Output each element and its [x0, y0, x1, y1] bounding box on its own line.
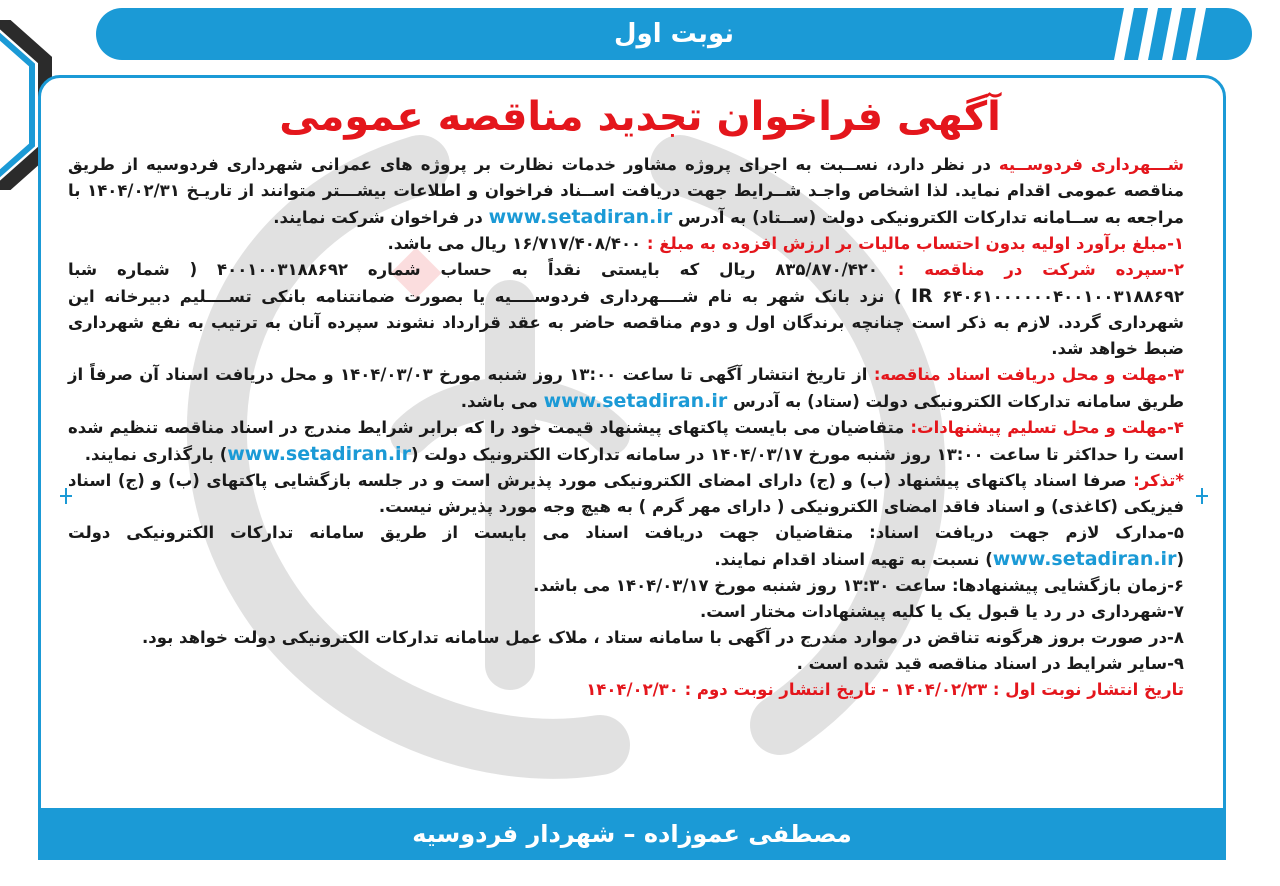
footer-bar — [38, 808, 1226, 860]
item-1-label: ۱-مبلغ برآورد اولیه بدون احتساب مالیات بر ارزش افزوده به مبلغ : — [641, 234, 1184, 253]
item-3-text: از تاریخ انتشار آگهی تا ساعت ۱۳:۰۰ روز شنبه مورخ ۱۴۰۴/۰۳/۰۳ و محل دریافت اسناد آن صرفاً از طریق سامانه تدارکات الکترونیکی دولت (ستاد) به آدرس — [68, 365, 1184, 411]
second-publication-label: تاریخ انتشار نوبت دوم : — [678, 680, 877, 699]
first-publication-label: تاریخ انتشار نوبت اول : — [987, 680, 1184, 699]
item-8: ۸-در صورت بروز هرگونه تناقض در موارد مندرج در آگهی با سامانه ستاد ، ملاک عمل سامانه تدارکات الکترونیکی دولت خواهد بود. — [142, 628, 1184, 647]
item-4-text: متقاضیان می بایست پاکتهای پیشنهاد قیمت خود را که برابر شرایط مندرج در اسناد مناقصه تنظیم شده است را حداکثر تا ساعت ۱۳:۰۰ روز شنبه مورخ ۱۴۰۴/۰۳/۱۷ در سامانه تدارکات الکترونیک دولت ( — [68, 418, 1184, 464]
item-3-text-end: می باشد. — [460, 392, 544, 411]
note-text: صرفا اسناد پاکتهای پیشنهاد (ب) و (ج) دارای امضای الکترونیکی مورد پذیرش است و در جلسه بازگشایی پاکتهای (ب) و (ج) اسناد فیزیکی (کاغذی) و اسناد فاقد امضای الکترونیکی ( دارای مهر گرم ) به هیچ وجه مورد پذیرش نیست. — [68, 471, 1184, 516]
first-publication-date: ۱۴۰۴/۰۲/۲۳ — [894, 680, 988, 699]
item-2-text: ۸۳۵/۸۷۰/۴۲۰ ریال که بایستی نقداً به حساب شماره ۴۰۰۱۰۰۳۱۸۸۶۹۲ ( شماره شبا ۶۴۰۶۱۰۰۰۰۰۰۴۰۰۱۰۰۳۱۸۸۶۹۲ — [68, 260, 1184, 306]
item-4 — [68, 415, 1184, 468]
item-9: ۹-سایر شرایط در اسناد مناقصه قید شده است . — [796, 654, 1184, 673]
intro-text: در نظر دارد، نســبت به اجرای پروژه مشاور خدمات نظارت بر پروژه های عمرانی شهرداری فردوسیه از طریق مناقصه عمومی اقدام نماید. لذا اشخاص واجـد شــرایط جهت دریافت اســناد فراخوان و اطلاعات بیشـــتر متوانند از تاریـخ ۱۴۰۴/۰۲/۳۱ با مراجعه به ســامانه تدارکات الکترونیکی دولت (ســتاد) به آدرس — [68, 155, 1184, 227]
intro-text-end: در فراخوان شرکت نمایند. — [273, 208, 489, 227]
item-7: ۷-شهرداری در رد یا قبول یک یا کلیه پیشنهادات مختار است. — [700, 602, 1184, 621]
second-publication-date: ۱۴۰۴/۰۲/۳۰ — [586, 680, 679, 699]
item-3 — [68, 362, 1184, 415]
frame-tick-left — [60, 488, 72, 504]
item-1-text: ۱۶/۷۱۷/۴۰۸/۴۰۰ ریال می باشد. — [387, 234, 642, 253]
item-3-label: ۳-مهلت و محل دریافت اسناد مناقصه: — [867, 365, 1184, 384]
setadiran-link[interactable]: www.setadiran.ir — [488, 206, 673, 228]
note-label: *تذکر: — [1126, 471, 1185, 490]
item-5-text-end: ) نسبت به تهیه اسناد اقدام نمایند. — [714, 550, 993, 569]
frame-tick-right — [1196, 488, 1208, 504]
signature-name: مصطفی عموزاده – شهردار فردوسیه — [412, 820, 852, 848]
item-4-text-end: ) بارگذاری نمایند. — [84, 445, 228, 464]
edition-header — [96, 8, 1252, 60]
edition-label: نوبت اول — [613, 19, 735, 49]
setadiran-link[interactable]: www.setadiran.ir — [227, 443, 411, 465]
item-2-text-end: ) نزد بانک شهر به نام شــــهرداری فردوســــیه یا بصورت ضمانتنامه بانکی تســــلیم دبیرخانه این شهرداری گردد. لازم به ذکر است چنانچه برندگان اول و دوم مناقصه حاضر به عقد قرارداد نشوند سپرده آنان به ترتیب به نفع شهرداری ضبط خواهد شد. — [68, 287, 1184, 358]
setadiran-link[interactable]: www.setadiran.ir — [543, 390, 728, 412]
intro-paragraph — [68, 152, 1184, 231]
item-5-text: ۵-مدارک لازم جهت دریافت اسناد: متقاضیان جهت دریافت اسناد می بایست از طریق سامانه تدارکات الکترونیکی دولت ( — [68, 523, 1184, 569]
item-1 — [68, 231, 1184, 257]
item-4-label: ۴-مهلت و محل تسلیم پیشنهادات: — [904, 418, 1184, 437]
org-name: شـــهرداری فردوســیه — [998, 155, 1184, 174]
publication-dates — [68, 677, 1184, 703]
page-title: آگهی فراخوان تجدید مناقصه عمومی — [279, 94, 1001, 140]
iban-prefix: IR — [911, 285, 933, 307]
item-2 — [68, 257, 1184, 362]
setadiran-link[interactable]: www.setadiran.ir — [992, 548, 1177, 570]
date-separator: - — [876, 680, 895, 699]
note — [68, 468, 1184, 520]
item-2-label: ۲-سپرده شرکت در مناقصه : — [877, 260, 1184, 279]
item-6: ۶-زمان بازگشایی پیشنهادها: ساعت ۱۳:۳۰ روز شنبه مورخ ۱۴۰۴/۰۳/۱۷ می باشد. — [533, 576, 1184, 595]
item-5 — [68, 520, 1184, 573]
notice-body — [68, 152, 1184, 703]
